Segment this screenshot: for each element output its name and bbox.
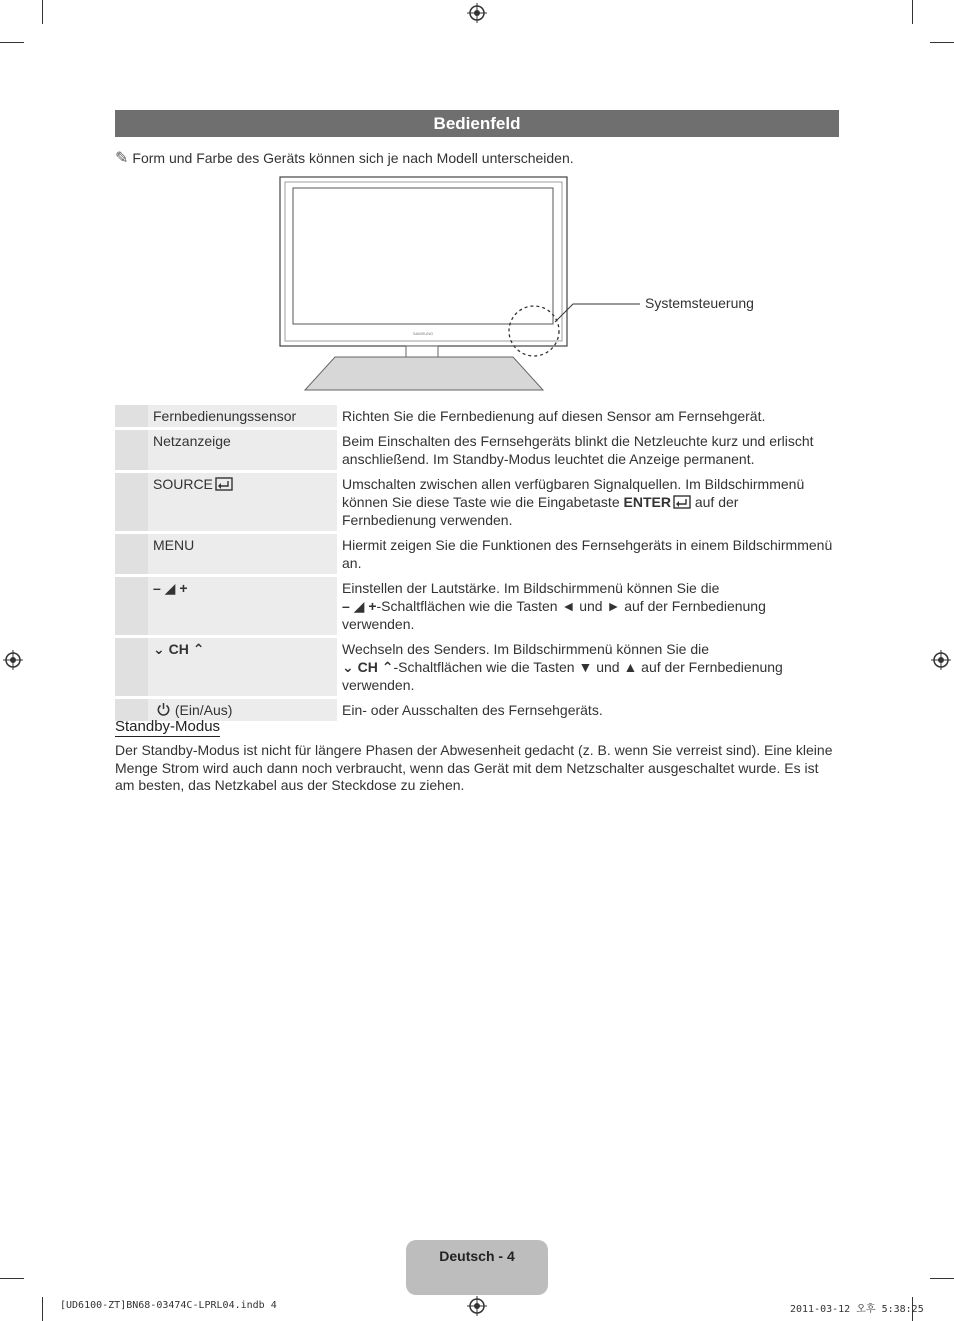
control-desc: Wechseln des Senders. Im Bildschirmmenü können Sie die ⌄ CH ⌃-Schaltflächen wie die Tasten ▼ und ▲ auf der Fernbedienung verwenden. <box>337 637 839 698</box>
pencil-note-icon: ✎ <box>115 150 129 167</box>
crop-mark <box>0 1278 24 1279</box>
control-panel-table <box>115 405 839 724</box>
table-row <box>115 698 839 723</box>
table-row <box>115 405 839 429</box>
tv-brand-logo: SAMSUNG <box>412 331 434 336</box>
channel-icon: ⌄ CH ⌃ <box>342 659 394 675</box>
registration-mark-icon <box>3 650 23 670</box>
control-desc: Richten Sie die Fernbedienung auf diesen Sensor am Fernsehgerät. <box>337 405 839 429</box>
control-desc: Beim Einschalten des Fernsehgeräts blinkt die Netzleuchte kurz und erlischt anschließend. Im Standby-Modus leuchtet die Anzeige permanent. <box>337 429 839 472</box>
table-row <box>115 637 839 698</box>
crop-mark <box>930 1278 954 1279</box>
control-name <box>148 472 337 533</box>
control-desc: Ein- oder Ausschalten des Fernsehgeräts. <box>337 698 839 723</box>
section-title: Bedienfeld <box>115 110 839 137</box>
registration-mark-icon <box>467 3 487 23</box>
enter-icon <box>673 495 691 509</box>
channel-icon: ⌄ CH ⌃ <box>148 637 337 698</box>
control-desc: Umschalten zwischen allen verfügbaren Signalquellen. Im Bildschirmmenü können Sie diese Taste wie die Eingabetaste ENTER auf der Fernbedienung verwenden. <box>337 472 839 533</box>
file-info: [UD6100-ZT]BN68-03474C-LPRL04.indb 4 <box>60 1300 277 1311</box>
power-icon <box>156 702 171 717</box>
callout-label: Systemsteuerung <box>645 295 754 311</box>
table-row <box>115 472 839 533</box>
note-text: Form und Farbe des Geräts können sich je nach Modell unterscheiden. <box>132 150 574 166</box>
table-row <box>115 533 839 576</box>
crop-mark <box>42 1297 43 1321</box>
table-row <box>115 429 839 472</box>
volume-icon: – ◢ + <box>148 576 337 637</box>
source-label: SOURCE <box>153 476 213 492</box>
volume-icon: – ◢ + <box>342 598 377 614</box>
table-row <box>115 576 839 637</box>
crop-mark <box>930 42 954 43</box>
standby-text: Der Standby-Modus ist nicht für längere Phasen der Abwesenheit gedacht (z. B. wenn Sie verreist sind). Eine kleine Menge Strom wird auch dann noch verbraucht, wenn das Gerät mit dem Netzschalter ausgeschaltet wurde. Es ist am besten, das Netzkabel aus der Steckdose zu ziehen. <box>115 742 833 793</box>
model-note <box>115 148 574 168</box>
control-name: (Ein/Aus) <box>148 698 337 723</box>
print-timestamp: 2011-03-12 오후 5:38:25 <box>790 1304 924 1315</box>
tv-illustration <box>275 172 775 397</box>
control-name: Fernbedienungssensor <box>148 405 337 429</box>
control-desc: Einstellen der Lautstärke. Im Bildschirmmenü können Sie die – ◢ +-Schaltflächen wie die Tasten ◄ und ► auf der Fernbedienung verwenden. <box>337 576 839 637</box>
registration-mark-icon <box>931 650 951 670</box>
control-desc: Hiermit zeigen Sie die Funktionen des Fernsehgeräts in einem Bildschirmmenü an. <box>337 533 839 576</box>
crop-mark <box>912 0 913 24</box>
registration-mark-icon <box>467 1296 487 1316</box>
enter-icon <box>215 477 233 491</box>
crop-mark <box>42 0 43 24</box>
control-name: MENU <box>148 533 337 576</box>
crop-mark <box>0 42 24 43</box>
control-name: Netzanzeige <box>148 429 337 472</box>
standby-heading: Standby-Modus <box>115 718 221 735</box>
page-number-tab: Deutsch - 4 <box>406 1240 548 1295</box>
